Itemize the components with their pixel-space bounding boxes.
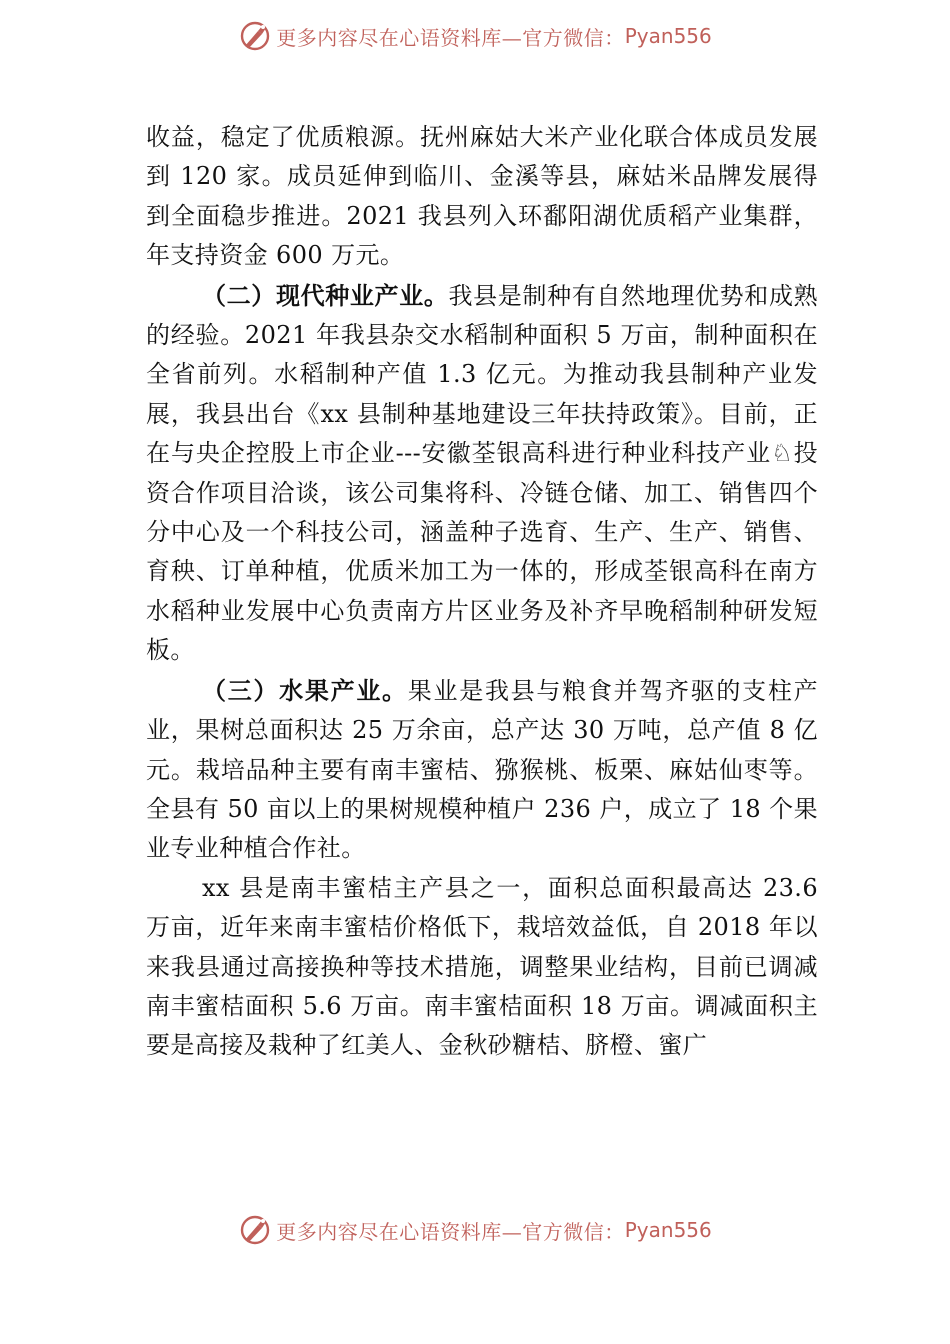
paragraph — [146, 671, 818, 869]
paragraph — [146, 276, 818, 671]
paragraph-text: 我县是制种有自然地理优势和成熟的经验。2021 年我县杂交水稻制种面积 5 万亩，制种面积在全省前列。水稻制种产值 1.3 亿元。为推动我县制种产业发展，我县出台《xx 县制种基地建设三年扶持政策》。目前，正在与央企控股上市企业---安徽荃银高科进行种业科技产业♘投资合作项目洽谈，该公司集将科、冷链仓储、加工、销售四个分中心及一个科技公司，涵盖种子选育、生产、生产、销售、育秧、订单种植，优质米加工为一体的，形成荃银高科在南方水稻种业发展中心负责南方片区业务及补齐早晚稻制种研发短板。 — [146, 281, 818, 665]
section-heading: （二）现代种业产业。 — [202, 280, 449, 310]
paragraph — [146, 118, 818, 276]
watermark-text: 更多内容尽在心语资料库—官方微信： — [276, 1219, 625, 1244]
watermark-wechat-id: Pyan556 — [624, 24, 712, 48]
paragraph-text: 收益，稳定了优质粮源。抚州麻姑大米产业化联合体成员发展到 120 家。成员延伸到临川、金溪等县，麻姑米品牌发展得到全面稳步推进。2021 我县列入环鄱阳湖优质稻产业集群，年支持资金 600 万元。 — [146, 123, 818, 270]
paragraph-text: xx 县是南丰蜜桔主产县之一，面积总面积最高达 23.6 万亩，近年来南丰蜜桔价格低下，栽培效益低，自 2018 年以来我县通过高接换种等技术措施，调整果业结构，目前已调减南丰蜜桔面积 5.6 万亩。南丰蜜桔面积 18 万亩。调减面积主要是高接及栽种了红美人、金秋砂糖桔、脐橙、蜜广 — [146, 873, 818, 1060]
footer-watermark — [0, 1210, 950, 1250]
header-watermark — [0, 16, 950, 56]
pen-logo-icon — [238, 1213, 272, 1247]
paragraph — [146, 869, 818, 1066]
watermark-text: 更多内容尽在心语资料库—官方微信： — [276, 25, 625, 50]
section-heading: （三）水果产业。 — [202, 675, 408, 705]
pen-logo-icon — [238, 19, 272, 53]
watermark-wechat-id: Pyan556 — [624, 1218, 712, 1242]
document-body — [146, 118, 818, 1066]
paragraph-text: 果业是我县与粮食并驾齐驱的支柱产业，果树总面积达 25 万余亩，总产达 30 万吨，总产值 8 亿元。栽培品种主要有南丰蜜桔、猕猴桃、板栗、麻姑仙枣等。全县有 50 亩以上的果树规模种植户 236 户，成立了 18 个果业专业种植合作社。 — [146, 676, 818, 863]
